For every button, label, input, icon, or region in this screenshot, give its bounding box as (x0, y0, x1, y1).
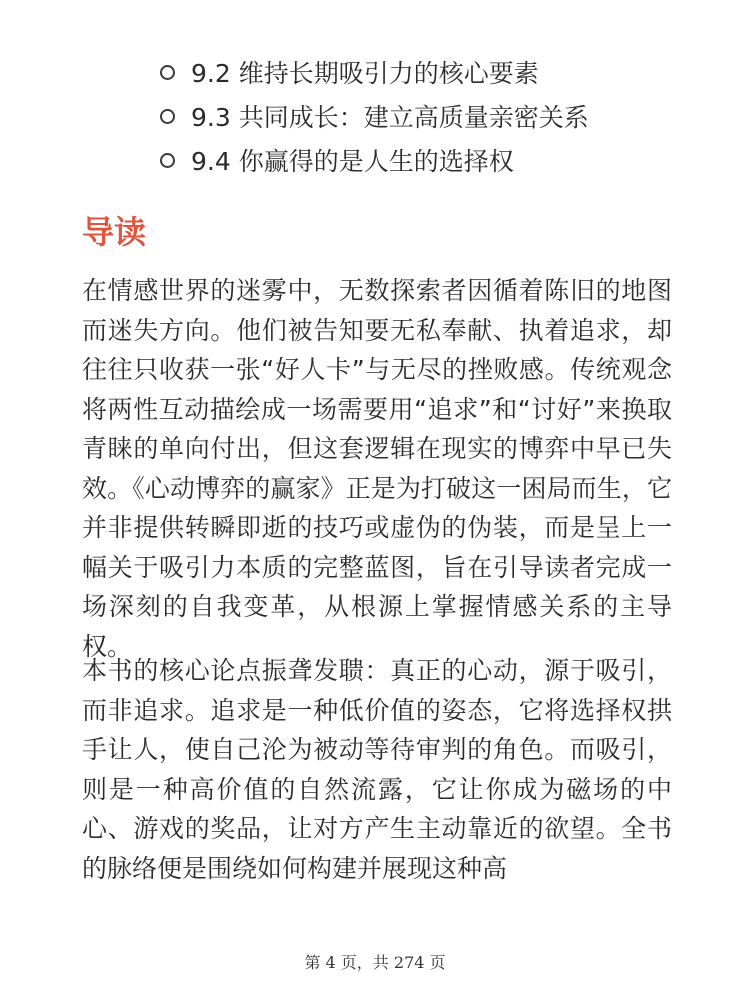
body-paragraph: 在情感世界的迷雾中，无数探索者因循着陈旧的地图而迷失方向。他们被告知要无私奉献、执着追求，却往往只收获一张“好人卡”与无尽的挫败感。传统观念将两性互动描绘成一场需要用“追求”和“讨好”来换取青睐的单向付出，但这套逻辑在现实的博弈中早已失效。《心动博弈的赢家》正是为打破这一困局而生，它并非提供转瞬即逝的技巧或虚伪的伪装，而是呈上一幅关于吸引力本质的完整蓝图，旨在引导读者完成一场深刻的自我变革，从根源上掌握情感关系的主导权。 (82, 276, 672, 661)
hollow-circle-bullet-icon (160, 109, 175, 124)
toc-item[interactable] (160, 50, 720, 94)
section-title: 导读 (82, 213, 147, 251)
body-paragraph: 本书的核心论点振聋发聩：真正的心动，源于吸引，而非追求。追求是一种低价值的姿态，它将选择权拱手让人，使自己沦为被动等待审判的角色。而吸引，则是一种高价值的自然流露，它让你成为磁场的中心、游戏的奖品，让对方产生主动靠近的欲望。全书的脉络便是围绕如何构建并展现这种高 (82, 656, 672, 883)
toc-item-label: 9.4 你赢得的是人生的选择权 (191, 147, 514, 176)
toc-item-label: 9.3 共同成长：建立高质量亲密关系 (191, 103, 589, 132)
toc-item[interactable] (160, 94, 720, 138)
toc-item[interactable] (160, 138, 720, 182)
hollow-circle-bullet-icon (160, 153, 175, 168)
hollow-circle-bullet-icon (160, 65, 175, 80)
toc-list (160, 50, 720, 182)
toc-item-label: 9.2 维持长期吸引力的核心要素 (191, 59, 539, 88)
page-number-footer: 第 4 页，共 274 页 (304, 953, 446, 972)
